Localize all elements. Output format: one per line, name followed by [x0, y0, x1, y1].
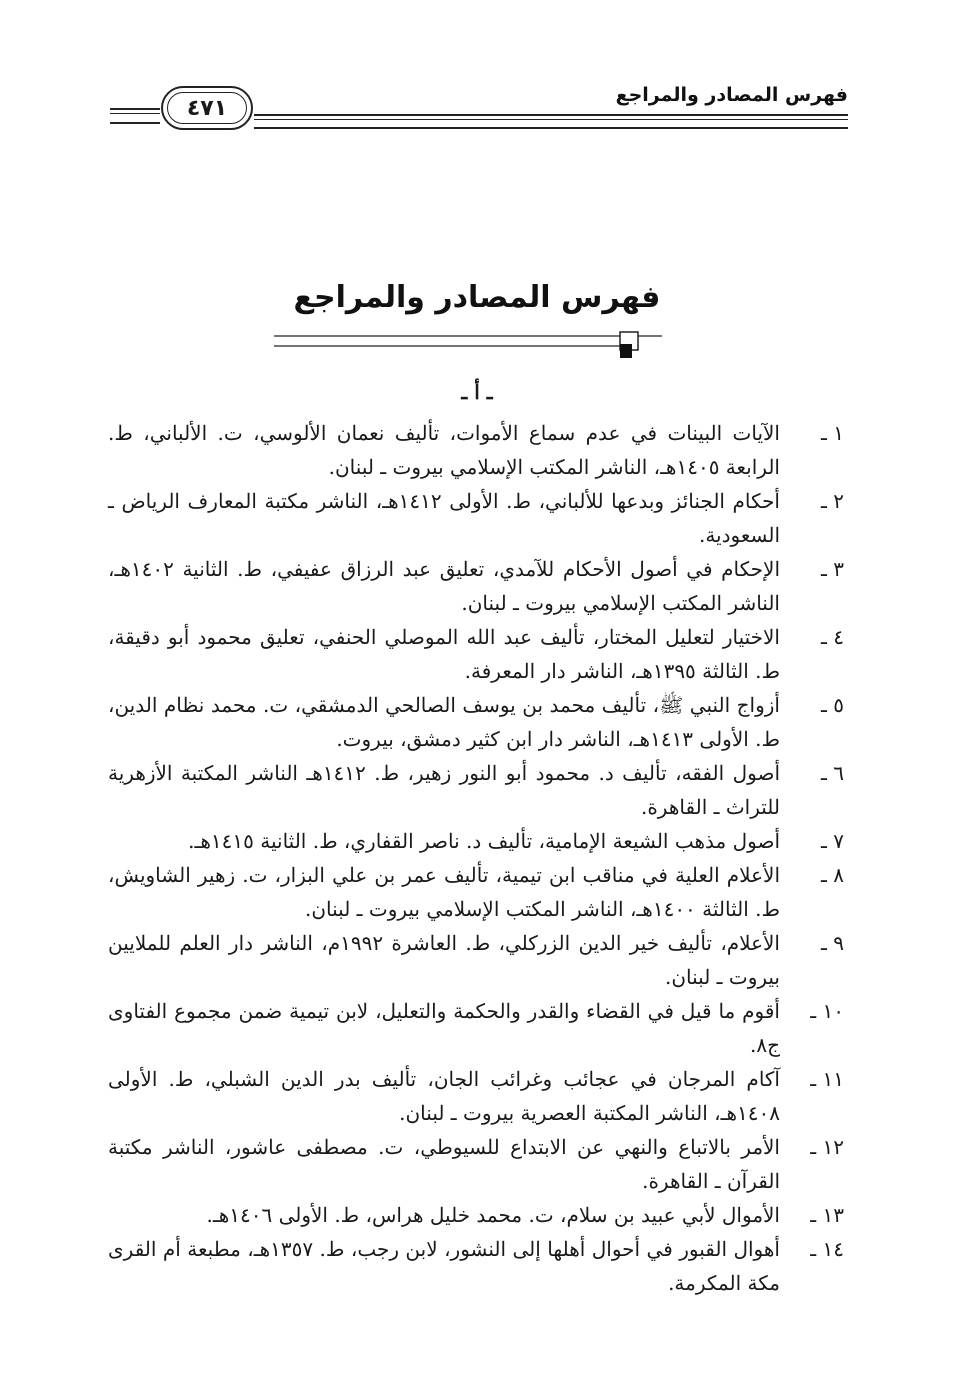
entry-number: ٥ ـ [821, 693, 844, 717]
entry-text: أقوم ما قيل في القضاء والقدر والحكمة والتعليل، لابن تيمية ضمن مجموع الفتاوى ج٨. [108, 999, 780, 1057]
header-rule-lines-left [110, 108, 160, 124]
entry-text: أهوال القبور في أحوال أهلها إلى النشور، لابن رجب، ط. ١٣٥٧هـ، مطبعة أم القرى مكة المكرمة. [108, 1237, 780, 1295]
reference-list [108, 416, 844, 1300]
entry-number: ١٢ ـ [810, 1135, 844, 1159]
entry-text: أزواج النبي ﷺ، تأليف محمد بن يوسف الصالحي الدمشقي، ت. محمد نظام الدين، ط. الأولى ١٤١٣هـ، الناشر دار ابن كثير دمشق، بيروت. [108, 693, 780, 751]
entry-number: ٢ ـ [821, 489, 844, 513]
entry-text: أحكام الجنائز وبدعها للألباني، ط. الأولى ١٤١٢هـ، الناشر مكتبة المعارف الرياض ـ السعودية. [108, 489, 780, 547]
entry-number: ١٠ ـ [810, 999, 844, 1023]
list-item [108, 824, 844, 858]
list-item [108, 688, 844, 756]
entry-number: ٧ ـ [821, 829, 844, 853]
list-item [108, 620, 844, 688]
entry-number: ٣ ـ [821, 557, 844, 581]
entry-text: الأموال لأبي عبيد بن سلام، ت. محمد خليل هراس، ط. الأولى ١٤٠٦هـ. [206, 1203, 780, 1227]
entry-text: الأعلام العلية في مناقب ابن تيمية، تأليف عمر بن علي البزار، ت. زهير الشاويش، ط. الثالثة ١٤٠٠هـ، الناشر المكتب الإسلامي بيروت ـ لبنان. [108, 863, 781, 921]
list-item [108, 926, 844, 994]
entry-number: ٦ ـ [821, 761, 844, 785]
entry-text: الأمر بالاتباع والنهي عن الابتداع للسيوطي، ت. مصطفى عاشور، الناشر مكتبة القرآن ـ القاهرة. [108, 1135, 780, 1193]
page-number-badge: ٤٧١ [161, 86, 253, 130]
entry-text: أصول مذهب الشيعة الإمامية، تأليف د. ناصر القفاري، ط. الثانية ١٤١٥هـ. [188, 829, 780, 853]
entry-text: أصول الفقه، تأليف د. محمود أبو النور زهير، ط. ١٤١٢هـ الناشر المكتبة الأزهرية للتراث ـ القاهرة. [108, 761, 781, 819]
entry-text: الأعلام، تأليف خير الدين الزركلي، ط. العاشرة ١٩٩٢م، الناشر دار العلم للملايين بيروت ـ لبنان. [108, 931, 780, 989]
entry-number: ٤ ـ [821, 625, 844, 649]
entry-number: ١ ـ [821, 421, 844, 445]
section-letter: ـ أ ـ [461, 380, 493, 404]
list-item [108, 552, 844, 620]
title-ornament-icon [270, 326, 670, 362]
entry-number: ٩ ـ [821, 931, 844, 955]
entry-number: ١١ ـ [810, 1067, 844, 1091]
entry-text: الآيات البينات في عدم سماع الأموات، تأليف نعمان الألوسي، ت. الألباني، ط. الرابعة ١٤٠٥هـ، الناشر المكتب الإسلامي بيروت ـ لبنان. [108, 421, 780, 479]
entry-text: الاختيار لتعليل المختار، تأليف عبد الله الموصلي الحنفي، تعليق محمود أبو دقيقة، ط. الثالثة ١٣٩٥هـ، الناشر دار المعرفة. [108, 625, 780, 683]
list-item [108, 1232, 844, 1300]
list-item [108, 1130, 844, 1198]
running-header-title: فهرس المصادر والمراجع [615, 84, 848, 106]
entry-text: آكام المرجان في عجائب وغرائب الجان، تأليف بدر الدين الشبلي، ط. الأولى ١٤٠٨هـ، الناشر المكتبة العصرية بيروت ـ لبنان. [108, 1067, 780, 1125]
list-item [108, 994, 844, 1062]
header-rule-lines [254, 114, 848, 129]
list-item [108, 756, 844, 824]
list-item [108, 858, 844, 926]
list-item [108, 416, 844, 484]
entry-number: ١٤ ـ [810, 1237, 844, 1261]
entry-number: ١٣ ـ [810, 1203, 844, 1227]
list-item [108, 1062, 844, 1130]
page-title: فهرس المصادر والمراجع [293, 280, 661, 315]
entry-number: ٨ ـ [821, 863, 844, 887]
list-item [108, 1198, 844, 1232]
entry-text: الإحكام في أصول الأحكام للآمدي، تعليق عبد الرزاق عفيفي، ط. الثانية ١٤٠٢هـ، الناشر المكتب الإسلامي بيروت ـ لبنان. [108, 557, 780, 615]
list-item [108, 484, 844, 552]
